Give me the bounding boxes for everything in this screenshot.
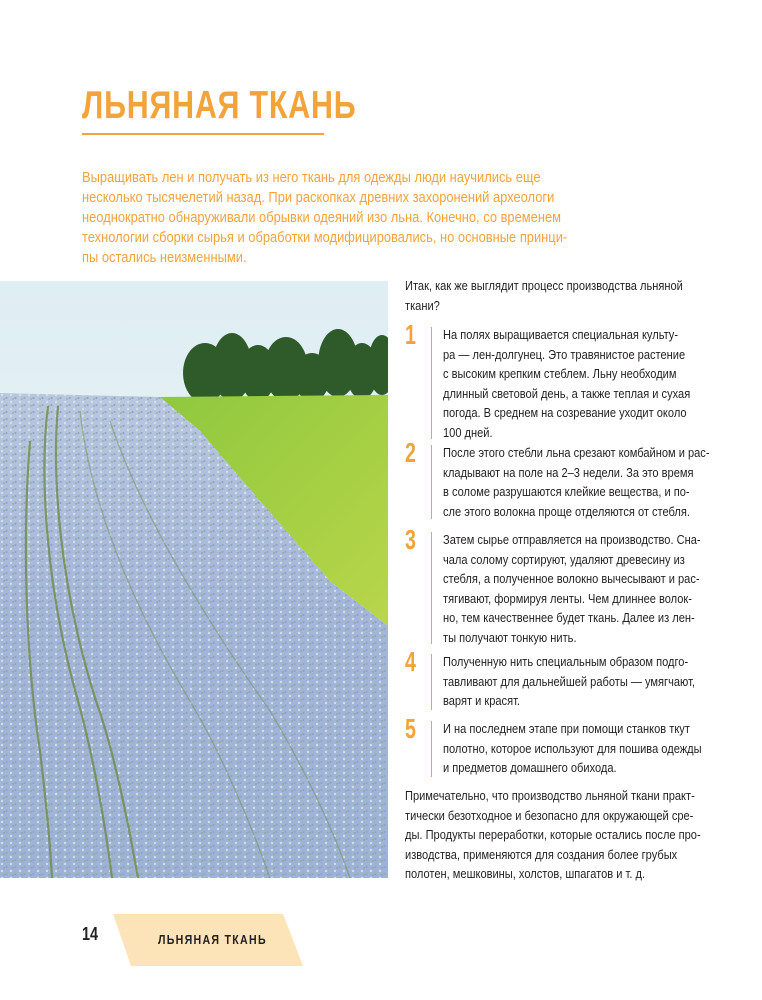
step-divider bbox=[431, 654, 432, 710]
step-line: стебля, а полученное волокно вычесывают и рас- bbox=[443, 571, 700, 586]
intro-paragraph bbox=[82, 168, 642, 268]
closing-paragraph bbox=[405, 786, 705, 884]
step-line: но, тем качественнее будет ткань. Далее из лен- bbox=[443, 610, 695, 625]
step-line: длинный световой день, а также теплая и сухая bbox=[443, 385, 691, 401]
step-text bbox=[443, 443, 723, 521]
flax-field-photo bbox=[0, 281, 388, 878]
outro-line: изводства, применяются для создания более грубых bbox=[405, 846, 678, 862]
step-line: После этого стебли льна срезают комбайном и рас- bbox=[443, 445, 710, 460]
step-line: в соломе разрушаются клейкие вещества, и по- bbox=[443, 484, 690, 499]
step-line: сле этого волокна проще отделяются от стебля. bbox=[443, 503, 690, 519]
outro-line: ды. Продукты переработки, которые остались после про- bbox=[405, 827, 701, 842]
lead-question bbox=[405, 276, 705, 315]
step-line: с высоким крепким стеблем. Льну необходим bbox=[443, 366, 677, 381]
step-line: ты получают тонкую нить. bbox=[443, 629, 577, 645]
lead-line: Итак, как же выглядит процесс производства льняной bbox=[405, 278, 683, 293]
step-line: тавливают для дальнейшей работы — умягчают, bbox=[443, 673, 696, 689]
lead-line: ткани? bbox=[405, 297, 440, 313]
step-divider bbox=[431, 532, 432, 644]
step-line: Полученную нить специальным образом подго- bbox=[443, 654, 689, 669]
step-line: На полях выращивается специальная культу- bbox=[443, 327, 679, 342]
step-divider bbox=[431, 721, 432, 777]
step-divider bbox=[431, 327, 432, 439]
step-line: 100 дней. bbox=[443, 424, 493, 440]
step-line: полотно, которое используют для пошива одежды bbox=[443, 740, 702, 756]
step-line: Затем сырье отправляется на производство. Сна- bbox=[443, 532, 701, 547]
step-text bbox=[443, 530, 723, 647]
step-line: варят и красят. bbox=[443, 693, 521, 708]
step-text bbox=[443, 325, 723, 442]
step-number: 4 bbox=[405, 646, 416, 677]
intro-line: пы остались неизменными. bbox=[82, 249, 247, 266]
page-title: ЛЬНЯНАЯ ТКАНЬ bbox=[82, 84, 357, 127]
step-text bbox=[443, 719, 723, 778]
step-line: кладывают на поле на 2–3 недели. За это время bbox=[443, 464, 694, 480]
step-line: чала солому сортируют, удаляют древесину из bbox=[443, 551, 685, 567]
step-line: и предметов домашнего обихода. bbox=[443, 760, 617, 775]
running-head: ЛЬНЯНАЯ ТКАНЬ bbox=[158, 933, 267, 947]
outro-line: тически безотходное и безопасно для окружающей сре- bbox=[405, 807, 694, 823]
step-number: 1 bbox=[405, 319, 416, 350]
step-line: погода. В среднем на созревание уходит около bbox=[443, 405, 687, 420]
step-number: 3 bbox=[405, 524, 416, 555]
title-underline bbox=[82, 133, 324, 135]
step-line: тягивают, формируя ленты. Чем длиннее волок- bbox=[443, 590, 692, 606]
step-line: ра — лен-долгунец. Это травянистое растение bbox=[443, 346, 686, 362]
intro-line: несколько тысячелетий назад. При раскопках древних захоронений археологи bbox=[82, 189, 555, 206]
step-number: 5 bbox=[405, 713, 416, 744]
intro-line: Выращивать лен и получать из него ткань для одежды люди научились еще bbox=[82, 169, 541, 186]
step-line: И на последнем этапе при помощи станков ткут bbox=[443, 721, 690, 736]
intro-line: технологии сборки сырья и обработки модифицировались, но основные принци- bbox=[82, 229, 568, 246]
step-number: 2 bbox=[405, 437, 416, 468]
step-text bbox=[443, 652, 723, 711]
outro-line: полотен, мешковины, холстов, шпагатов и т. д. bbox=[405, 866, 646, 881]
intro-line: неоднократно обнаруживали обрывки одеяний изо льна. Конечно, со временем bbox=[82, 209, 561, 226]
step-divider bbox=[431, 445, 432, 519]
outro-line: Примечательно, что производство льняной ткани практ- bbox=[405, 788, 695, 803]
page-number: 14 bbox=[82, 924, 99, 944]
